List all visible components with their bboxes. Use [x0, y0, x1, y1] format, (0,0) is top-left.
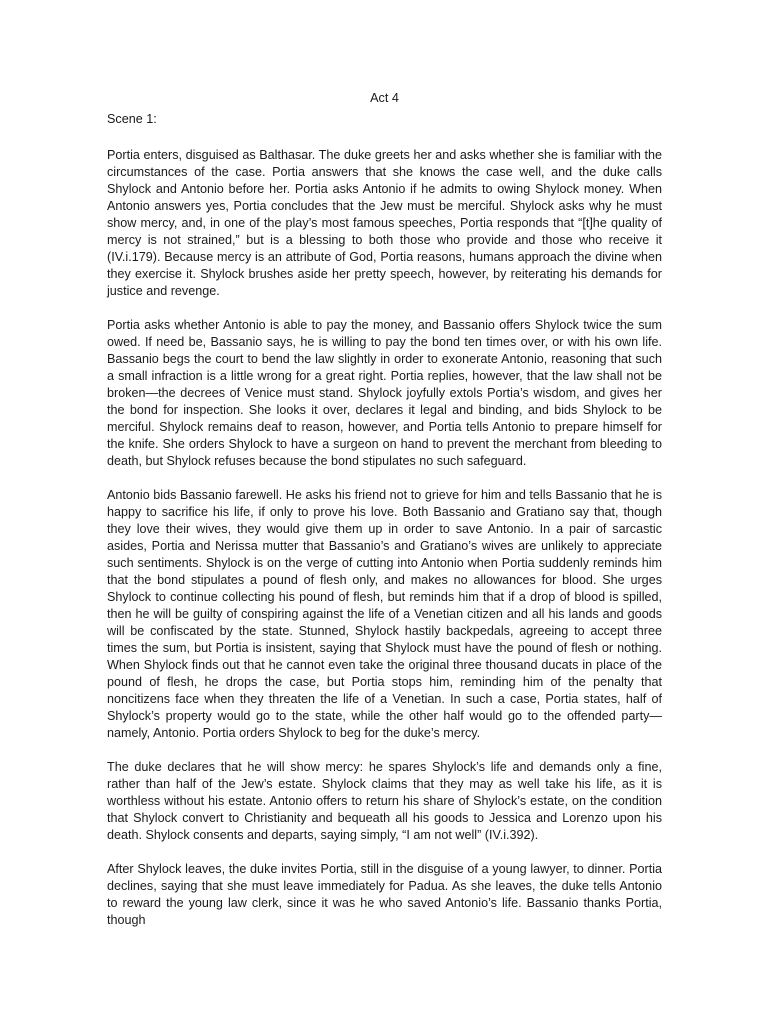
- paragraph: Antonio bids Bassanio farewell. He asks his friend not to grieve for him and tells Bassanio that he is happy to sacrifice his life, if only to prove his love. Both Bassanio and Gratiano say that, though they love their wives, they would give them up in order to save Antonio. In a pair of sarcastic asides, Portia and Nerissa mutter that Bassanio’s and Gratiano’s wives are unlikely to appreciate such sentiments. Shylock is on the verge of cutting into Antonio when Portia suddenly reminds him that the bond stipulates a pound of flesh only, and makes no allowances for blood. She urges Shylock to continue collecting his pound of flesh, but reminds him that if a drop of blood is spilled, then he will be guilty of conspiring against the life of a Venetian citizen and all his lands and goods will be confiscated by the state. Stunned, Shylock hastily backpedals, agreeing to accept three times the sum, but Portia is insistent, saying that Shylock must have the pound of flesh or nothing. When Shylock finds out that he cannot even take the original three thousand ducats in place of the pound of flesh, he drops the case, but Portia stops him, reminding him of the penalty that noncitizens face when they threaten the life of a Venetian. In such a case, Portia states, half of Shylock’s property would go to the state, while the other half would go to the offended party—namely, Antonio. Portia orders Shylock to beg for the duke’s mercy.: [107, 488, 662, 740]
- paragraph: Portia enters, disguised as Balthasar. The duke greets her and asks whether she is familiar with the circumstances of the case. Portia answers that she knows the case well, and the duke calls Shylock and Antonio before her. Portia asks Antonio if he admits to owing Shylock money. When Antonio answers yes, Portia concludes that the Jew must be merciful. Shylock asks why he must show mercy, and, in one of the play’s most famous speeches, Portia responds that “[t]he quality of mercy is not strained,” but is a blessing to both those who provide and those who receive it (IV.i.179). Because mercy is an attribute of God, Portia reasons, humans approach the divine when they exercise it. Shylock brushes aside her pretty speech, however, by reiterating his demands for justice and revenge.: [107, 148, 662, 298]
- paragraph: After Shylock leaves, the duke invites Portia, still in the disguise of a young lawyer, to dinner. Portia declines, saying that she must leave immediately for Padua. As she leaves, the duke tells Antonio to reward the young law clerk, since it was he who saved Antonio’s life. Bassanio thanks Portia, though: [107, 862, 662, 927]
- scene-label: Scene 1:: [107, 112, 157, 126]
- document-page: [107, 90, 662, 946]
- paragraph: The duke declares that he will show mercy: he spares Shylock’s life and demands only a fine, rather than half of the Jew’s estate. Shylock claims that they may as well take his life, as it is worthless without his estate. Antonio offers to return his share of Shylock’s estate, on the condition that Shylock convert to Christianity and bequeath all his goods to Jessica and Lorenzo upon his death. Shylock consents and departs, saying simply, “I am not well” (IV.i.392).: [107, 760, 662, 842]
- paragraph: Portia asks whether Antonio is able to pay the money, and Bassanio offers Shylock twice the sum owed. If need be, Bassanio says, he is willing to pay the bond ten times over, or with his own life. Bassanio begs the court to bend the law slightly in order to exonerate Antonio, reasoning that such a small infraction is a little wrong for a great right. Portia replies, however, that the law shall not be broken—the decrees of Venice must stand. Shylock joyfully extols Portia’s wisdom, and gives her the bond for inspection. She looks it over, declares it legal and binding, and bids Shylock to be merciful. Shylock remains deaf to reason, however, and Portia tells Antonio to prepare himself for the knife. She orders Shylock to have a surgeon on hand to prevent the merchant from bleeding to death, but Shylock refuses because the bond stipulates no such safeguard.: [107, 318, 662, 468]
- act-title: Act 4: [370, 91, 399, 105]
